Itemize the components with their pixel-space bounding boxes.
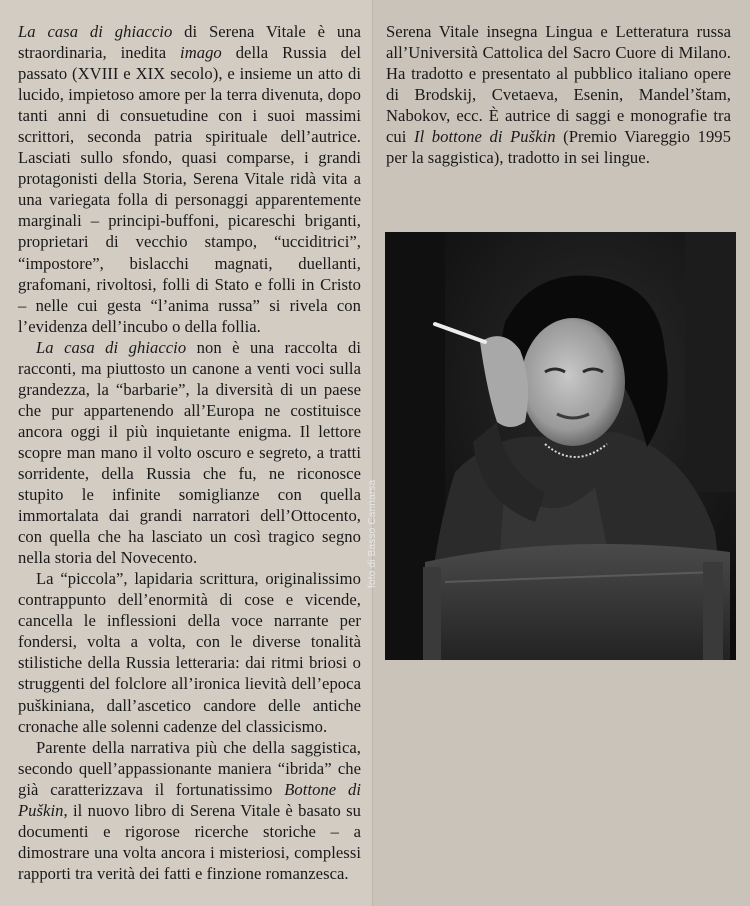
genre-text-a: Parente della narrativa più che della saggistica, secondo quell’appassionante maniera “ibrida” che già caratterizzava il fortunatissimo bbox=[18, 737, 361, 799]
imago-word: imago bbox=[180, 43, 222, 63]
photo-credit: foto di Basso Cannarsa bbox=[367, 479, 378, 588]
book-title: La casa di ghiaccio bbox=[18, 22, 173, 41]
book-title: La casa di ghiaccio bbox=[36, 337, 187, 357]
author-photo bbox=[385, 232, 736, 660]
paragraph-genre bbox=[18, 737, 361, 884]
bio-book-title: Il bottone di Puškin bbox=[414, 127, 556, 147]
author-portrait-illustration bbox=[385, 232, 736, 660]
bio-paragraph bbox=[386, 21, 731, 168]
author-bio bbox=[386, 21, 731, 168]
canon-text: non è una raccolta di racconti, ma piuttosto un canone a venti voci sulla grandezza, la “barbarie”, la diversità di un paese che pur appartenendo all’Europa ne costituisce ancora oggi il più inquietante enigma. Il lettore scopre man mano il volto oscuro e segreto, a tratti sorridente, della Russia che fu, ne riconosce stupito le infinite somiglianze con quella immortalata dai grandi narratori dell’Ottocento, con quella che ha lasciato un così tragico segno nella storia del Novecento. bbox=[18, 337, 361, 568]
paragraph-intro bbox=[18, 21, 361, 337]
bio-text-b: (Premio Viareggio 1995 per la saggistica), tradotto in sei lingue. bbox=[386, 127, 731, 168]
paragraph-canon bbox=[18, 337, 361, 569]
intro-text-b: della Russia del passato (XVIII e XIX secolo), e insieme un atto di lucido, impietoso amore per la terra divenuta, dopo tanti anni di consuetudine con i suoi massimi scrittori, seconda patria spirituale dell’autrice. Lasciati sullo sfondo, quasi comparse, i grandi protagonisti della Storia, Serena Vitale ridà vita a una variegata folla di personaggi apparentemente marginali – principi-buffoni, picareschi briganti, proprietari di vecchio stampo, “ucciditrici”, “impostore”, bislacchi magnati, duellanti, grafomani, rivoltosi, folli di Stato e folli in Cristo – nelle cui gesta “l’anima russa” si rivela con l’evidenza dell’incubo o della follia. bbox=[18, 43, 361, 336]
previous-book-title: Bottone di Puškin bbox=[18, 779, 362, 820]
paragraph-style: La “piccola”, lapidaria scrittura, originalissimo contrappunto dell’enormità di cose e vicende, cancella le inflessioni della voce narrante per fondersi, volta a volta, con le diverse tonalità stilistiche della Russia letteraria: dai ritmi briosi o struggenti del folclore all’ironica lievità dell’epoca puškiniana, dall’ascetico candore delle antiche cronache alle solenni cadenze del classicismo. bbox=[18, 569, 361, 736]
bio-text-a: Serena Vitale insegna Lingua e Letteratura russa all’Università Cattolica del Sacro Cuore di Milano. Ha tradotto e presentato al pubblico italiano opere di Brodskij, Cvetaeva, Esenin, Mandel’štam, Nabokov, ecc. È autrice di saggi e monografie tra cui bbox=[386, 22, 731, 147]
genre-text-b: , il nuovo libro di Serena Vitale è basato su documenti e rigorose ricerche storiche – a dimostrare una volta ancora i misteriosi, complessi rapporti tra verità dei fatti e finzione romanzesca. bbox=[18, 800, 361, 883]
intro-text-a: di Serena Vitale è una straordinaria, inedita bbox=[18, 22, 361, 63]
description-column bbox=[18, 21, 361, 884]
